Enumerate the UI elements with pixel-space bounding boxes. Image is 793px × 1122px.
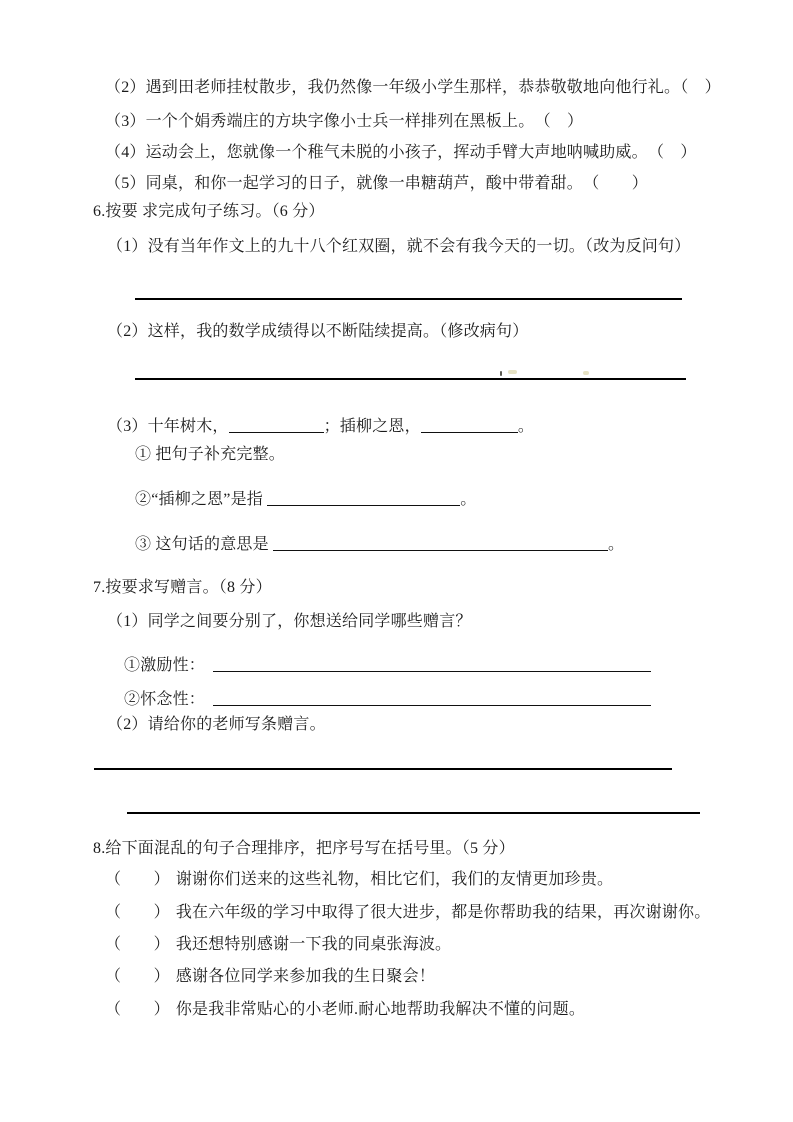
- judge-item-2: （2）遇到田老师挂杖散步，我仍然像一年级小学生那样，恭恭敬敬地向他行礼。（ ）: [105, 79, 721, 96]
- q8-item-text: 你是我非常贴心的小老师.耐心地帮助我解决不懂的问题。: [175, 1001, 586, 1018]
- q7-sub1: （1）同学之间要分别了，你想送给同学哪些赠言？: [107, 613, 472, 630]
- order-bracket: （ ）: [105, 871, 170, 888]
- q8-item-text: 我还想特别感谢一下我的同桌张海波。: [175, 936, 452, 953]
- q8-item: [105, 935, 451, 955]
- q8-item: [105, 903, 710, 923]
- scan-artifact: [583, 371, 589, 375]
- q6-heading: 6.按要 求完成句子练习。（6 分）: [93, 203, 325, 220]
- order-bracket: （ ）: [105, 968, 170, 985]
- sub3-suffix: 。: [517, 418, 535, 435]
- answer-blank: [213, 657, 651, 672]
- item2-label: ②“插柳之恩”是指: [135, 491, 268, 508]
- q8-heading: 8.给下面混乱的句子合理排序，把序号写在括号里。（5 分）: [93, 840, 515, 857]
- q7-item2: [124, 690, 651, 710]
- q8-item-text: 我在六年级的学习中取得了很大进步，都是你帮助我的结果，再次谢谢你。: [175, 904, 711, 921]
- q6-sub2: （2）这样，我的数学成绩得以不断陆续提高。（修改病句）: [107, 323, 529, 340]
- judge-item-3: （3）一个个娟秀端庄的方块字像小士兵一样排列在黑板上。 （ ）: [105, 113, 584, 130]
- answer-line: [135, 298, 682, 300]
- q8-item-text: 感谢各位同学来参加我的生日聚会！: [175, 968, 436, 985]
- item3-suffix: 。: [608, 536, 625, 553]
- q6-sub3: [107, 417, 534, 437]
- item1-label: ①激励性：: [124, 657, 206, 674]
- order-bracket: （ ）: [105, 904, 170, 921]
- answer-blank: [229, 418, 324, 433]
- scan-artifact: [500, 371, 502, 376]
- q8-item: [105, 967, 435, 987]
- q6-sub3-item1: ① 把句子补充完整。: [135, 446, 286, 463]
- answer-line: [127, 812, 700, 814]
- judge-item-5: （5）同桌，和你一起学习的日子，就像一串糖葫芦，酸中带着甜。 （ ）: [105, 175, 649, 192]
- order-bracket: （ ）: [105, 1001, 170, 1018]
- q8-item: [105, 870, 613, 890]
- answer-blank: [267, 491, 460, 506]
- order-bracket: （ ）: [105, 936, 170, 953]
- scan-artifact: [508, 370, 517, 374]
- item2-label: ②怀念性：: [124, 691, 206, 708]
- q6-sub3-item2: [135, 490, 476, 510]
- q6-sub1: （1）没有当年作文上的九十八个红双圈，就不会有我今天的一切。（改为反问句）: [107, 238, 691, 255]
- q7-sub2: （2）请给你的老师写条赠言。: [107, 716, 326, 733]
- sub3-prefix: （3）十年树木，: [107, 418, 229, 435]
- judge-item-4: （4）运动会上，您就像一个稚气未脱的小孩子，挥动手臂大声地呐喊助威。 （ ）: [105, 144, 697, 161]
- item3-label: ③ 这句话的意思是: [135, 536, 274, 553]
- q7-heading: 7.按要求写赠言。（8 分）: [93, 579, 272, 596]
- q6-sub3-item3: [135, 535, 624, 555]
- q8-item: [105, 1000, 585, 1020]
- answer-line: [135, 378, 686, 380]
- answer-blank: [213, 691, 651, 706]
- sub3-mid: ；插柳之恩，: [323, 418, 421, 435]
- answer-line: [94, 768, 672, 770]
- answer-blank: [421, 418, 518, 433]
- answer-blank: [273, 536, 608, 551]
- q8-item-text: 谢谢你们送来的这些礼物，相比它们，我们的友情更加珍贵。: [175, 871, 614, 888]
- q7-item1: [124, 656, 651, 676]
- item2-suffix: 。: [460, 491, 477, 508]
